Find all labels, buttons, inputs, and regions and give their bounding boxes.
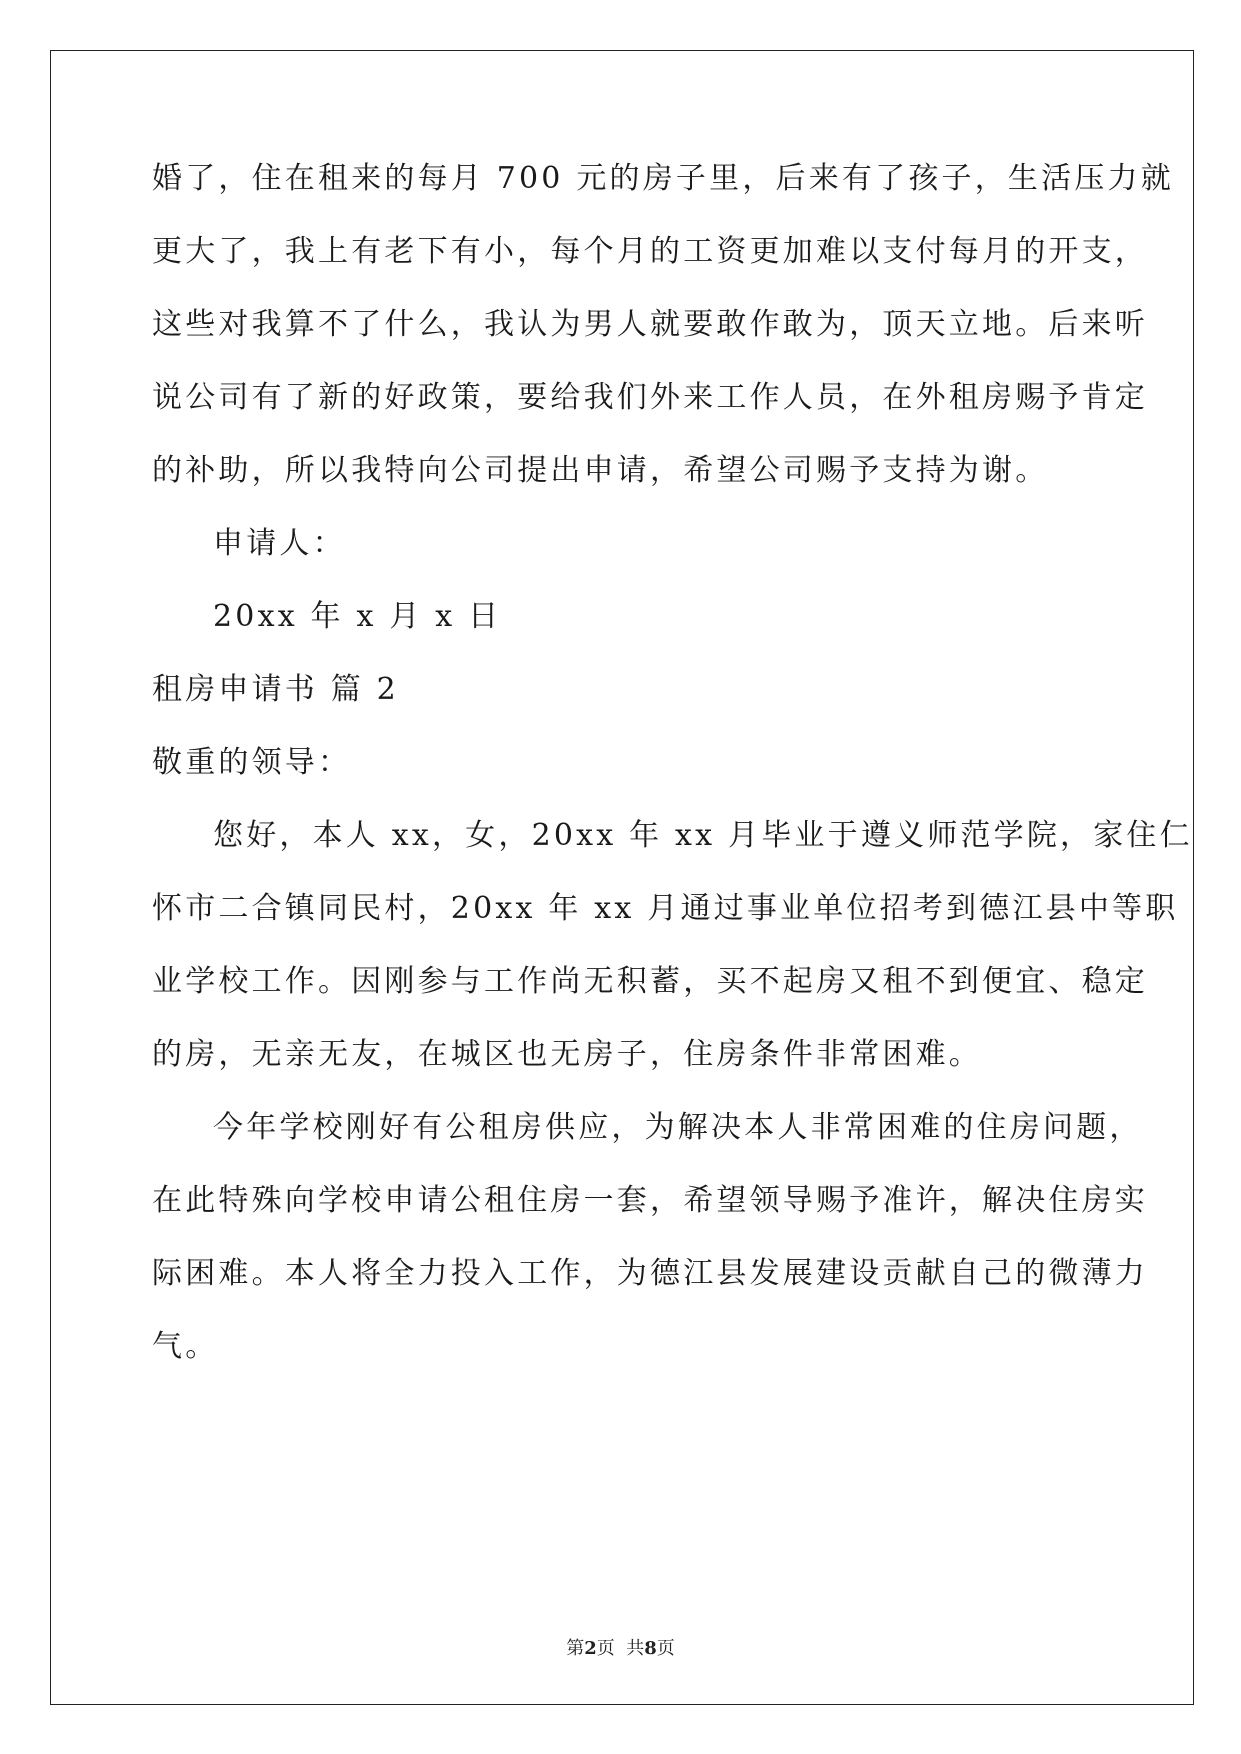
body-line: 今年学校刚好有公租房供应，为解决本人非常困难的住房问题，	[213, 1110, 1143, 1145]
footer-suffix: 页	[656, 1638, 675, 1659]
section-heading: 租房申请书 篇 2	[152, 672, 399, 707]
footer-middle: 页 共	[596, 1638, 645, 1659]
page-footer	[0, 1634, 1241, 1660]
body-line: 在此特殊向学校申请公租住房一套，希望领导赐予准许，解决住房实	[152, 1183, 1148, 1218]
body-line: 说公司有了新的好政策，要给我们外来工作人员，在外租房赐予肯定	[152, 380, 1148, 415]
body-line: 的房，无亲无友，在城区也无房子，住房条件非常困难。	[152, 1037, 982, 1072]
body-line: 业学校工作。因刚参与工作尚无积蓄，买不起房又租不到便宜、稳定	[152, 964, 1148, 999]
page-border	[50, 50, 1194, 1705]
body-line: 际困难。本人将全力投入工作，为德江县发展建设贡献自己的微薄力	[152, 1256, 1148, 1291]
body-line: 您好，本人 xx，女，20xx 年 xx 月毕业于遵义师范学院，家住仁	[213, 818, 1193, 853]
footer-prefix: 第	[566, 1638, 585, 1659]
body-line: 这些对我算不了什么，我认为男人就要敢作敢为，顶天立地。后来听	[152, 307, 1148, 342]
current-page-number: 2	[584, 1638, 597, 1659]
applicant-label: 申请人：	[213, 526, 346, 561]
body-line: 怀市二合镇同民村，20xx 年 xx 月通过事业单位招考到德江县中等职	[152, 891, 1179, 926]
body-line: 气。	[152, 1329, 219, 1364]
body-line: 婚了，住在租来的每月 700 元的房子里，后来有了孩子，生活压力就	[152, 161, 1174, 196]
salutation: 敬重的领导：	[152, 745, 352, 780]
body-line: 的补助，所以我特向公司提出申请，希望公司赐予支持为谢。	[152, 453, 1049, 488]
body-line: 更大了，我上有老下有小，每个月的工资更加难以支付每月的开支，	[152, 234, 1148, 269]
date-line: 20xx 年 x 月 x 日	[213, 599, 502, 634]
total-pages-number: 8	[644, 1638, 657, 1659]
